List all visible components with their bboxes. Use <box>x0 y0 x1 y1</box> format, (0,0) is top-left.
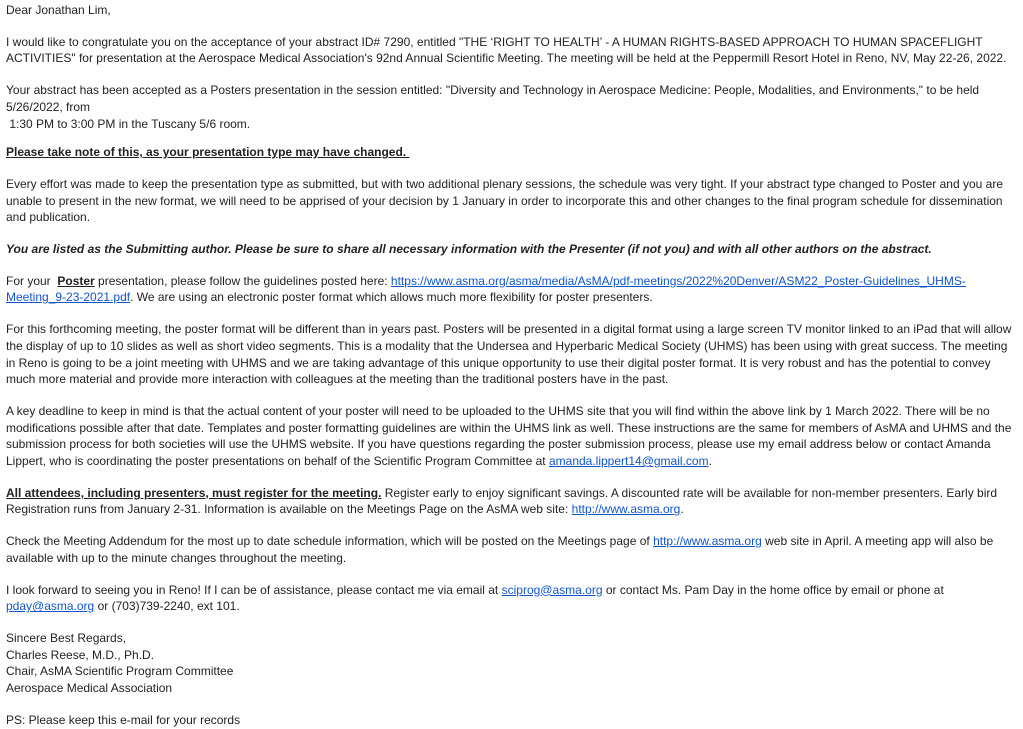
contact-paragraph <box>6 582 1020 615</box>
sciprog-email-link[interactable]: sciprog@asma.org <box>501 582 603 597</box>
asma-website-link[interactable]: http://www.asma.org <box>571 502 681 517</box>
poster-word: Poster <box>57 273 95 288</box>
deadline-text: A key deadline to keep in mind is that the actual content of your poster will need to be uploaded to the UHMS site that you will find within the above link by 1 March 2022. There will be no modifications possible after that date. Templates and poster formatting guidelines are within the UHMS link as well. These instructions are the same for members of AsMA and UHMS and the submission process for both societies will use the UHMS website. If you have questions regarding the poster submission process, please use my email address below or contact Amanda Lippert, who is coordinating the poster presentations on behalf of the Scientific Program Committee at <box>6 403 1012 469</box>
signature-name: Charles Reese, M.D., Ph.D. <box>6 647 155 662</box>
deadline-end: . <box>708 454 712 469</box>
addendum-paragraph <box>6 533 1020 566</box>
contact-text: I look forward to seeing you in Reno! If I can be of assistance, please contact me via email at <box>6 582 502 597</box>
poster-guidelines-link[interactable]: https://www.asma.org/asma/media/AsMA/pdf-meetings/2022%20Denver/ASM22_Poster-Guidelines_UHMS-Meeting_9-23-2021.pdf <box>6 273 966 305</box>
contact-mid: or contact Ms. Pam Day in the home office by email or phone at <box>602 582 944 597</box>
signature-title: Chair, AsMA Scientific Program Committee <box>6 664 234 679</box>
signature-closing: Sincere Best Regards, <box>6 630 127 645</box>
addendum-text: Check the Meeting Addendum for the most up to date schedule information, which will be posted on the Meetings page of <box>6 534 654 549</box>
registration-heading: All attendees, including presenters, must register for the meeting. <box>6 485 382 500</box>
note-heading <box>6 144 1020 161</box>
postscript: PS: Please keep this e-mail for your records <box>6 712 241 727</box>
effort-paragraph: Every effort was made to keep the presentation type as submitted, but with two additional plenary sessions, the schedule was very tight. If your abstract type changed to Poster and you are unable to present in the new format, we will need to be apprised of your decision by 1 January in order to incorporate this and other changes to the final program schedule for dissemination and publication. <box>6 176 1004 225</box>
acceptance-line-2: 1:30 PM to 3:00 PM in the Tuscany 5/6 room. <box>6 116 251 131</box>
note-heading-text: Please take note of this, as your presentation type may have changed. <box>6 145 410 160</box>
poster-guidelines-paragraph <box>6 273 1020 306</box>
congratulations-paragraph: I would like to congratulate you on the acceptance of your abstract ID# 7290, entitled "THE ‘RIGHT TO HEALTH’ - A HUMAN RIGHTS-BASED APPROACH TO HUMAN SPACEFLIGHT ACTIVITIES" for presentation at the Aerospace Medical Association's 92nd Annual Scientific Meeting. The meeting will be held at the Peppermill Resort Hotel in Reno, NV, May 22-26, 2022. <box>6 34 1007 66</box>
acceptance-paragraph <box>6 82 1020 132</box>
meetings-page-link[interactable]: http://www.asma.org <box>653 534 762 549</box>
greeting: Dear Jonathan Lim, <box>6 3 111 17</box>
addendum-end: web site in April. A meeting app will also be available with up to the minute changes throughout the meeting. <box>6 534 994 565</box>
poster-suffix: . We are using an electronic poster format which allows much more flexibility for poster presenters. <box>130 290 653 305</box>
poster-prefix: For your <box>6 273 58 288</box>
submitting-author-text: You are listed as the Submitting author. Please be sure to share all necessary information with the Presenter (if not you) and with all other authors on the abstract. <box>6 242 932 257</box>
amanda-email-link[interactable]: amanda.lippert14@gmail.com <box>548 454 709 469</box>
registration-paragraph <box>6 485 1020 518</box>
signature-block <box>6 630 1020 697</box>
deadline-paragraph <box>6 403 1020 470</box>
registration-text: Register early to enjoy significant savings. A discounted rate will be available for non-member presenters. Early bird Registration runs from January 2-31. Information is available on the Meetings Page on the AsMA web site: <box>6 485 998 517</box>
poster-format-paragraph: For this forthcoming meeting, the poster format will be different than in years past. Posters will be presented in a digital format using a large screen TV monitor linked to an iPad that will allow the display of up to 10 slides as well as short video segments. This is a modality that the Undersea and Hyperbaric Medical Society (UHMS) has been using with great success. The meeting in Reno is going to be a joint meeting with UHMS and we are taking advantage of this unique opportunity to use their digital poster format. It is very robust and has the potential to convey much more material and provide more interaction with colleagues at the meeting than the traditional posters have in the past. <box>6 322 1012 387</box>
pday-email-link[interactable]: pday@asma.org <box>6 599 95 614</box>
contact-end: or (703)739-2240, ext 101. <box>94 599 240 614</box>
poster-mid: presentation, please follow the guidelines posted here: <box>94 273 391 288</box>
submitting-author-notice <box>6 241 1020 258</box>
signature-org: Aerospace Medical Association <box>6 681 173 696</box>
acceptance-line-1: Your abstract has been accepted as a Posters presentation in the session entitled: "Diversity and Technology in Aerospace Medicine: People, Modalities, and Environments," to be held 5/26/2022, from <box>6 83 980 114</box>
registration-end: . <box>680 502 684 517</box>
